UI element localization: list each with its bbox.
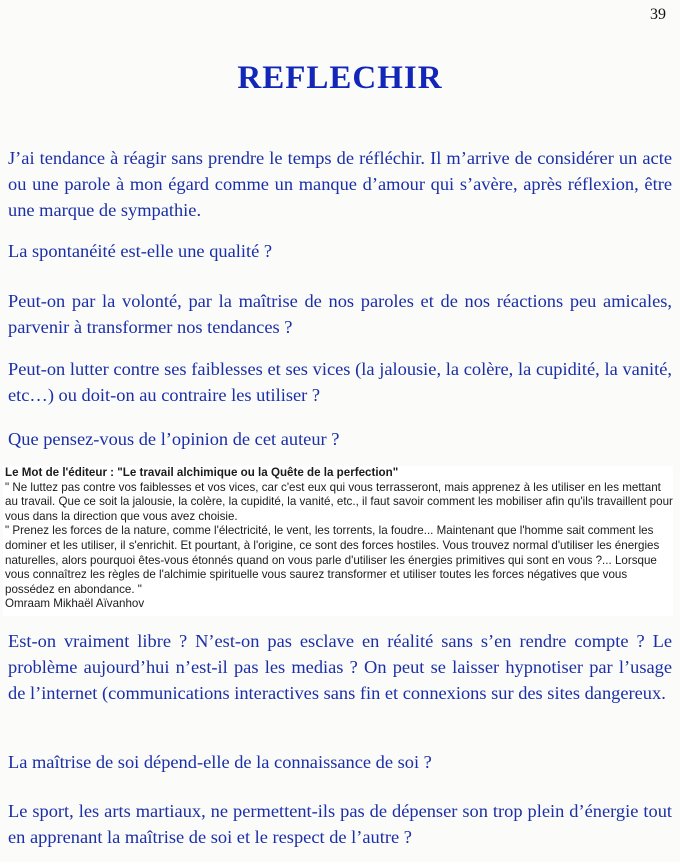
quote-author: Omraam Mikhaël Aïvanhov [5, 597, 145, 611]
paragraph-question-volonte: Peut-on par la volonté, par la maîtrise de nos paroles et de nos réactions peu amicales, parvenir à transformer nos tendances ? [8, 291, 672, 337]
page-number: 39 [650, 6, 666, 23]
paragraph-intro: J’ai tendance à réagir sans prendre le temps de réfléchir. Il m’arrive de considérer un acte ou une parole à mon égard comme un manque d’amour qui s’avère, après réflexion, être une marque de sympathie. [8, 148, 672, 220]
quote-paragraph-1: " Ne luttez pas contre vos faiblesses et vos vices, car c'est eux qui vous terrasseront, mais apprenez à les utiliser en les mettant au travail. Que ce soit la jalousie, la colère, la cupidité, la vanité, etc., il faut savoir comment les mobiliser afin qu'ils travaillent pour vous dans la direction que vous avez choisie. [5, 480, 673, 523]
quote-title: Le Mot de l'éditeur : "Le travail alchimique ou la Quête de la perfection" [5, 466, 399, 479]
quote-paragraph-2: " Prenez les forces de la nature, comme l'électricité, le vent, les torrents, la foudre... Maintenant que l'homme sait comment les dominer et les utiliser, il s'enrichit. Et pourtant, à l'origine, ce sont des forces hostiles. Vous trouvez normal d'utiliser les énergies naturelles, alors pourquoi êtes-vous étonnés quand on vous parle d'utiliser les énergies primitives qui sont en vous ?... Lorsque vous connaîtrez les règles de l'alchimie spirituelle vous saurez transformer et utiliser toutes les forces négatives que vous possédez en abondance. " [5, 524, 660, 596]
paragraph-question-faiblesses: Peut-on lutter contre ses faiblesses et ses vices (la jalousie, la colère, la cupidité, la vanité, etc…) ou doit-on au contraire les utiliser ? [8, 359, 672, 405]
paragraph-question-sport: Le sport, les arts martiaux, ne permettent-ils pas de dépenser son trop plein d’énergie tout en apprenant la maîtrise de soi et le respect de l’autre ? [8, 801, 672, 847]
page-title: REFLECHIR [237, 60, 443, 96]
paragraph-question-auteur: Que pensez-vous de l’opinion de cet auteur ? [8, 429, 340, 449]
editor-quote-box [3, 466, 673, 616]
paragraph-question-spontaneite: La spontanéité est-elle une qualité ? [8, 241, 272, 261]
paragraph-question-liberte: Est-on vraiment libre ? N’est-on pas esclave en réalité sans s’en rendre compte ? Le problème aujourd’hui n’est-il pas les medias ? On peut se laisser hypnotiser par l’usage de l’internet (communications interactives sans fin et connexions sur des sites dangereux. [8, 631, 672, 703]
paragraph-question-maitrise: La maîtrise de soi dépend-elle de la connaissance de soi ? [8, 752, 432, 772]
